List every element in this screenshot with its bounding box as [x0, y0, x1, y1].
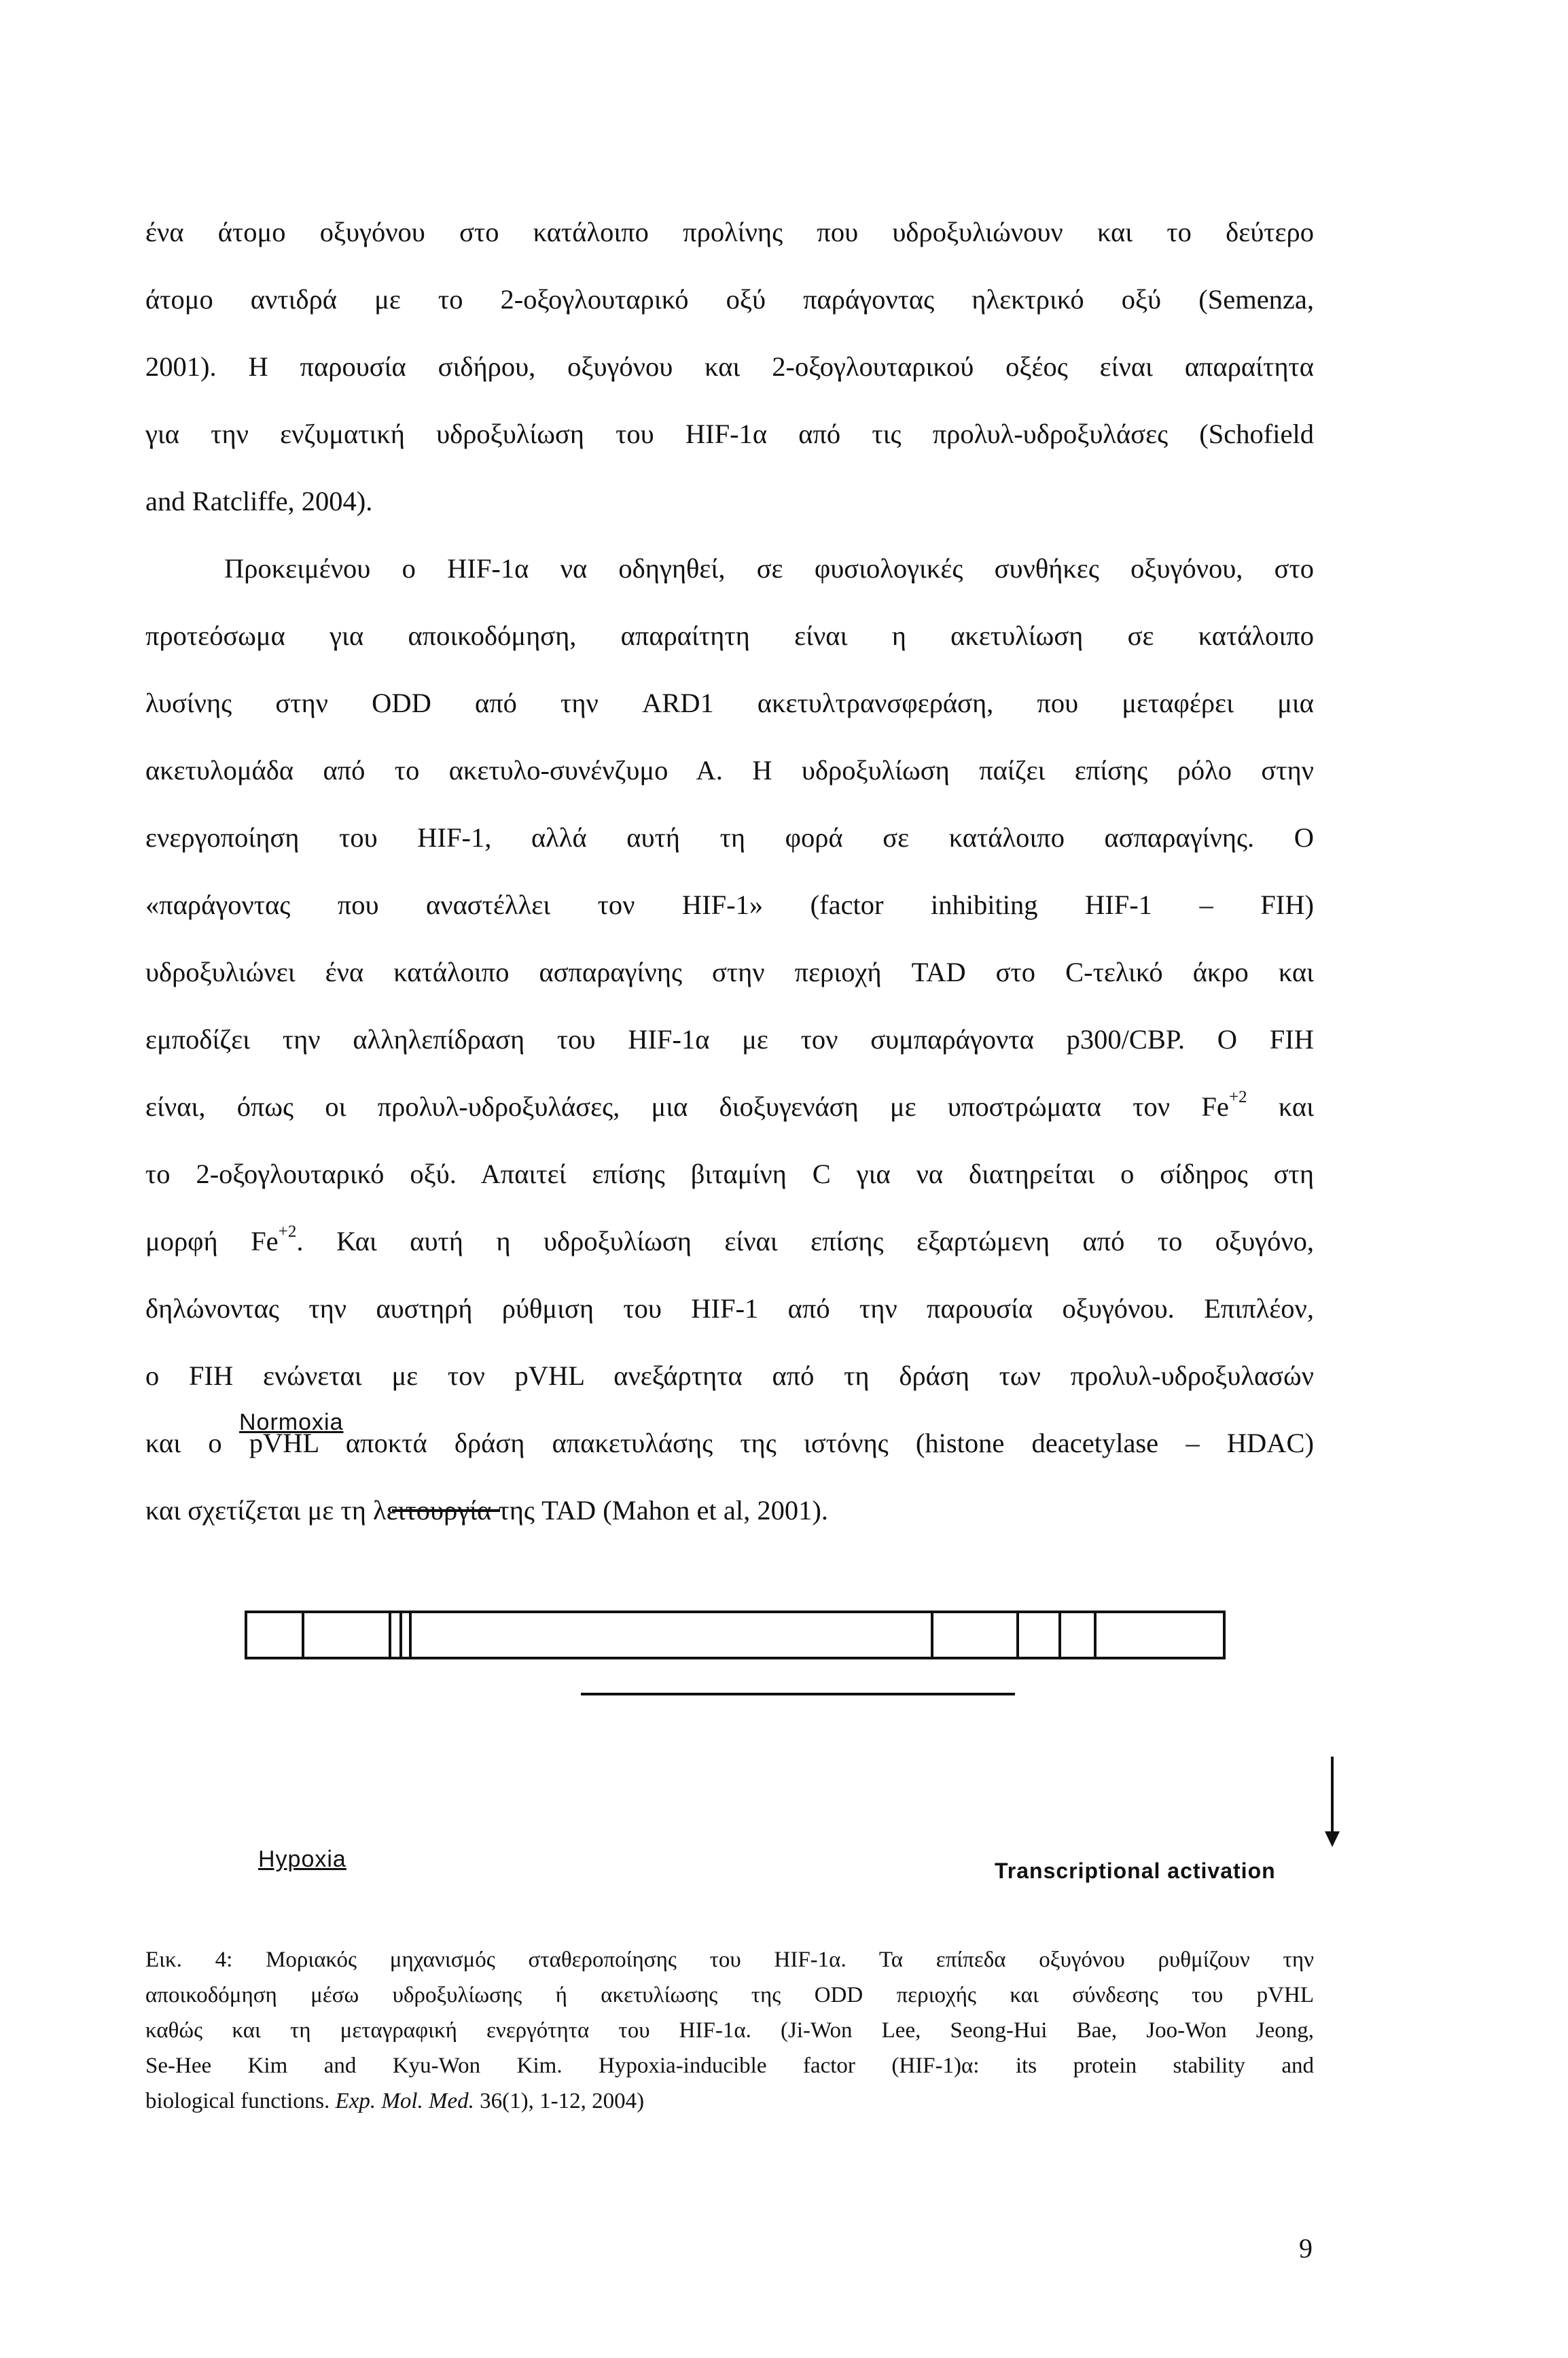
- text-line: «παράγοντας που αναστέλλει τον HIF-1» (factor inhibiting HIF-1 – FIH): [145, 890, 1314, 920]
- caption-line: Se-Hee Kim and Kyu-Won Kim. Hypoxia-inducible factor (HIF-1)α: its protein stability and: [145, 2054, 1314, 2078]
- caption-line: καθώς και τη μεταγραφική ενεργότητα του HIF-1α. (Ji-Won Lee, Seong-Hui Bae, Joo-Won Jeong,: [145, 2018, 1314, 2043]
- text-line: ο FIH ενώνεται με τον pVHL ανεξάρτητα από τη δράση των προλυλ-υδροξυλασών: [145, 1360, 1314, 1391]
- domain-box: [246, 1612, 303, 1658]
- caption-line: αποικοδόμηση μέσω υδροξυλίωσης ή ακετυλίωσης της ODD περιοχής και σύνδεσης του pVHL: [145, 1983, 1314, 2007]
- text-fragment: . Και αυτή η υδροξυλίωση είναι επίσης εξαρτώμενη από το οξυγόνο,: [296, 1226, 1314, 1256]
- arrow-head: [1325, 1831, 1340, 1847]
- protein-domain-bar: [246, 1612, 1224, 1658]
- text-line: και ο pVHL αποκτά δράση απακετυλάσης της ιστόνης (histone deacetylase – HDAC): [145, 1428, 1314, 1458]
- superscript: +2: [1228, 1088, 1247, 1107]
- text-line: το 2-οξογλουταρικό οξύ. Απαιτεί επίσης βιταμίνη C για να διατηρείται ο σίδηρος στη: [145, 1159, 1314, 1189]
- paragraph-1: [145, 198, 1314, 535]
- figure-caption: [145, 1942, 1314, 2119]
- caption-fragment: biological functions.: [145, 2089, 336, 2113]
- text-line: ενεργοποίηση του HIF-1, αλλά αυτή τη φορά σε κατάλοιπο ασπαραγίνης. Ο: [145, 822, 1314, 853]
- text-line: ένα άτομο οξυγόνου στο κατάλοιπο προλίνης που υδροξυλιώνουν και το δεύτερο: [145, 217, 1314, 247]
- paragraph-2: [145, 535, 1314, 1544]
- caption-fragment: 36(1), 1-12, 2004): [474, 2089, 645, 2113]
- text-line: δηλώνοντας την αυστηρή ρύθμιση του HIF-1 από την παρουσία οξυγόνου. Επιπλέον,: [145, 1293, 1314, 1324]
- figure-diagram: [0, 1461, 1568, 1937]
- text-line-fe: [145, 1073, 1314, 1140]
- text-line: and Ratcliffe, 2004).: [145, 486, 373, 516]
- text-line: προτεόσωμα για αποικοδόμηση, απαραίτητη είναι η ακετυλίωση σε κατάλοιπο: [145, 620, 1314, 651]
- text-line: άτομο αντιδρά με το 2-οξογλουταρικό οξύ παράγοντας ηλεκτρικό οξύ (Semenza,: [145, 284, 1314, 315]
- journal-name: Exp. Mol. Med.: [335, 2089, 474, 2113]
- text-line: υδροξυλιώνει ένα κατάλοιπο ασπαραγίνης στην περιοχή TAD στο C-τελικό άκρο και: [145, 957, 1314, 987]
- superscript: +2: [278, 1222, 297, 1242]
- text-line: ακετυλομάδα από το ακετυλο-συνένζυμο Α. Η υδροξυλίωση παίζει επίσης ρόλο στην: [145, 755, 1314, 786]
- text-line: εμποδίζει την αλληλεπίδραση του HIF-1α με τον συμπαράγοντα p300/CBP. Ο FIH: [145, 1024, 1314, 1055]
- text-line-fe: [145, 1208, 1314, 1275]
- normoxia-label: Normoxia: [239, 1409, 344, 1435]
- text-line: για την ενζυματική υδροξυλίωση του HIF-1α από τις προλυλ-υδροξυλάσες (Schofield: [145, 419, 1314, 449]
- text-line: και σχετίζεται με τη λειτουργία της TAD (Mahon et al, 2001).: [145, 1495, 828, 1526]
- text-line: Προκειμένου ο HIF-1α να οδηγηθεί, σε φυσιολογικές συνθήκες οξυγόνου, στο: [224, 553, 1314, 584]
- text-fragment: μορφή Fe: [145, 1226, 279, 1256]
- text-line: λυσίνης στην ODD από την ARD1 ακετυλτρανσφεράση, που μεταφέρει μια: [145, 688, 1314, 718]
- caption-line: Εικ. 4: Μοριακός μηχανισμός σταθεροποίησης του HIF-1α. Τα επίπεδα οξυγόνου ρυθμίζουν την: [145, 1948, 1314, 1972]
- text-fragment: είναι, όπως οι προλυλ-υδροξυλάσες, μια διοξυγενάση με υποστρώματα τον Fe: [145, 1091, 1229, 1122]
- page-number: 9: [1299, 2233, 1313, 2264]
- text-line: 2001). Η παρουσία σιδήρου, οξυγόνου και 2-οξογλουταρικού οξέος είναι απαραίτητα: [145, 351, 1314, 382]
- transcriptional-activation-label: Transcriptional activation: [995, 1859, 1276, 1883]
- hypoxia-label: Hypoxia: [258, 1846, 346, 1872]
- caption-line: [145, 2083, 1314, 2119]
- text-fragment: και: [1247, 1091, 1314, 1122]
